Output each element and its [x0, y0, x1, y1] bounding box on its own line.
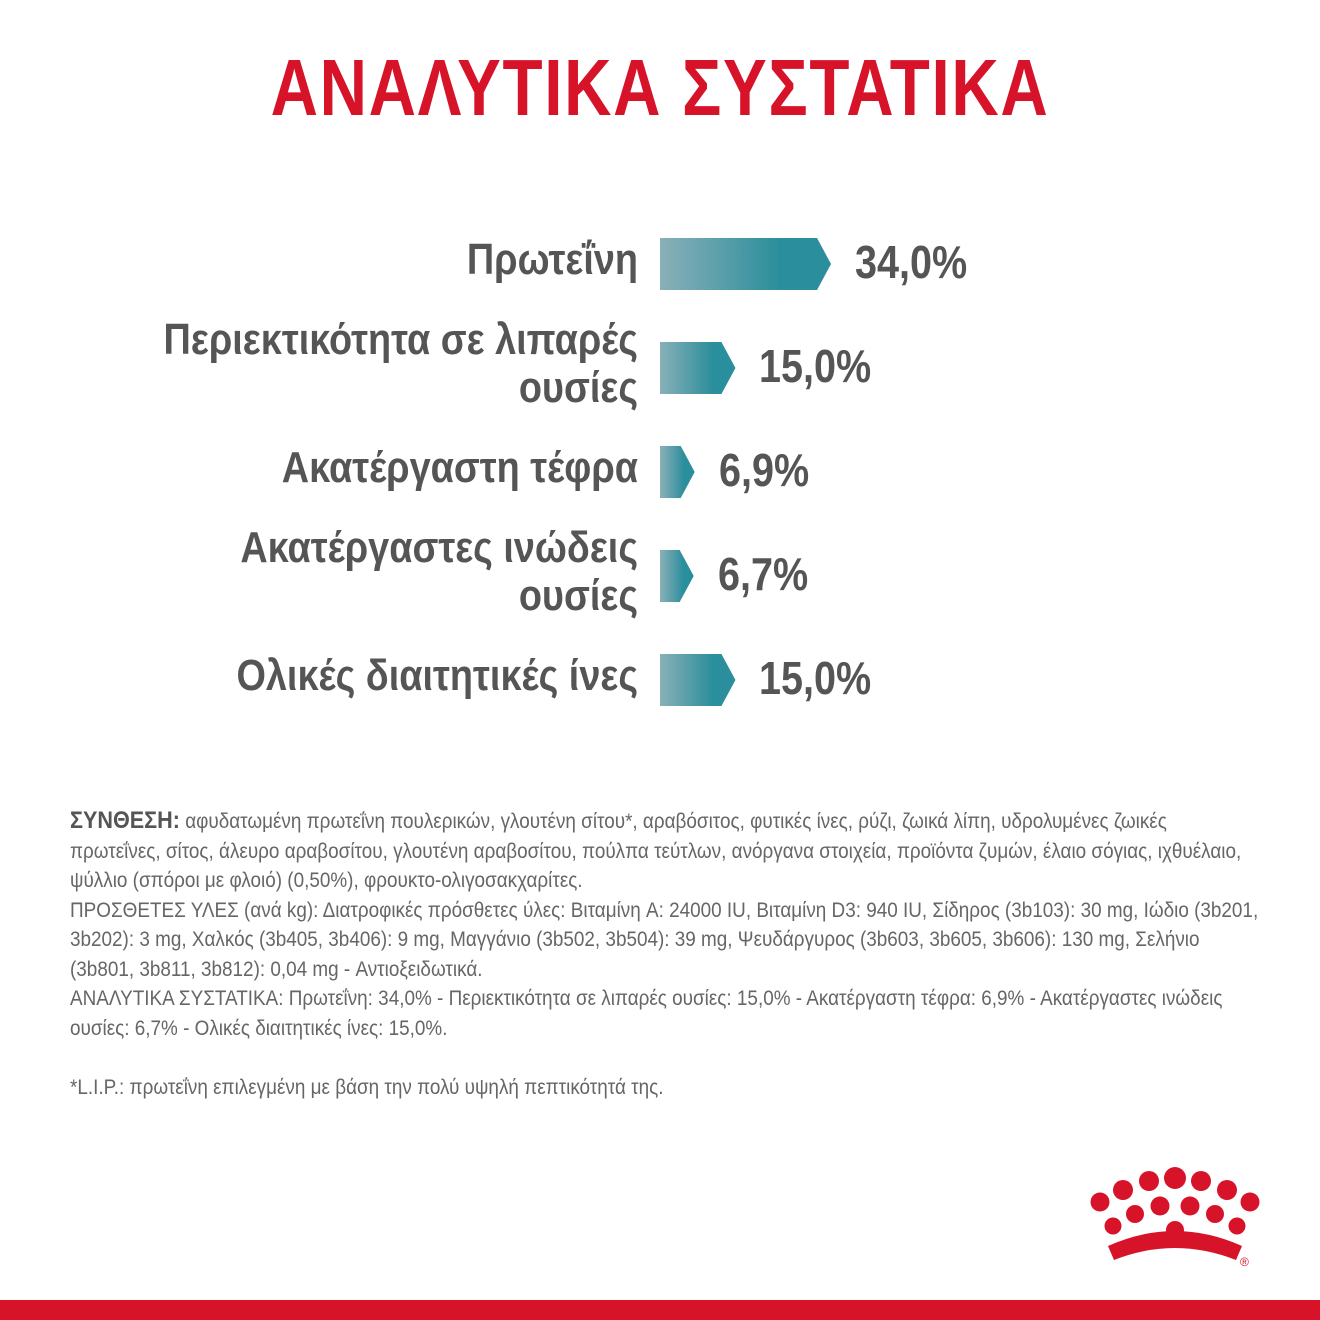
- bar-0: [660, 238, 831, 290]
- category-label-line: Περιεκτικότητα σε λιπαρές: [163, 315, 638, 364]
- bottom-brand-bar: [0, 1300, 1320, 1320]
- value-label-4: 15,0%: [759, 652, 872, 704]
- category-label-line: ουσίες: [518, 571, 638, 620]
- composition-additives: ΠΡΟΣΘΕΤΕΣ ΥΛΕΣ (ανά kg): Διατροφικές πρόσθετες ύλες: Βιταμίνη A: 24000 IU, Βιταμίνη D3: 940 IU, Σίδηρος (3b103): 30 mg, Ιώδιο (3b201, 3b202): 3 mg, Χαλκός (3b405, 3b406): 9 mg, Μαγγάνιο (3b502, 3b504): 39 mg, Ψευδάργυρος (3b603, 3b605, 3b606): 130 mg, Σελήνιο (3b801, 3b811, 3b812): 0,04 mg - Αντιοξειδωτικά.: [70, 898, 1259, 981]
- registered-mark: ®: [1240, 1255, 1249, 1269]
- category-label-line: Ολικές διαιτητικές ίνες: [236, 651, 638, 700]
- bar-1: [660, 342, 735, 394]
- royal-canin-crown-icon: [1080, 1166, 1270, 1276]
- composition-text: [70, 806, 1258, 1103]
- category-label-1: [105, 316, 638, 412]
- composition-lead: ΣΥΝΘΕΣΗ:: [70, 807, 180, 834]
- page-title: ΑΝΑΛΥΤΙΚΑ ΣΥΣΤΑΤΙΚΑ: [270, 43, 1050, 132]
- category-label-2: [105, 444, 638, 492]
- composition-ingredients: αφυδατωμένη πρωτεΐνη πουλερικών, γλουτένη σίτου*, αραβόσιτος, φυτικές ίνες, ρύζι, ζωικά λίπη, υδρολυμένες ζωικές πρωτεΐνες, σίτος, άλευρο αραβοσίτου, γλουτένη αραβοσίτου, πούλπα τεύτλων, ανόργανα στοιχεία, προϊόντα ζυμών, έλαιο σόγιας, ιχθυέλαιο, ψύλλιο (σπόροι με φλοιό) (0,50%), φρουκτο-ολιγοσακχαρίτες.: [70, 810, 1242, 892]
- category-label-line: ουσίες: [518, 363, 638, 412]
- bar-2: [660, 446, 695, 498]
- value-label-3: 6,7%: [717, 548, 808, 600]
- value-label-2: 6,9%: [718, 444, 809, 496]
- category-label-line: Ακατέργαστη τέφρα: [281, 443, 638, 492]
- category-label-3: [105, 524, 638, 620]
- bar-3: [660, 550, 694, 602]
- value-label-0: 34,0%: [855, 236, 968, 288]
- category-label-0: [105, 236, 638, 284]
- category-label-line: Ακατέργαστες ινώδεις: [240, 523, 638, 572]
- category-label-4: [105, 652, 638, 700]
- category-label-line: Πρωτεΐνη: [466, 235, 638, 284]
- composition-analytical: ΑΝΑΛΥΤΙΚΑ ΣΥΣΤΑΤΙΚΑ: Πρωτεΐνη: 34,0% - Περιεκτικότητα σε λιπαρές ουσίες: 15,0% - Ακατέργαστη τέφρα: 6,9% - Ακατέργαστες ινώδεις ουσίες: 6,7% - Ολικές διαιτητικές ίνες: 15,0%.: [70, 987, 1223, 1040]
- bar-4: [660, 654, 735, 706]
- composition-footnote: *L.I.P.: πρωτεΐνη επιλεγμένη με βάση την πολύ υψηλή πεπτικότητά της.: [70, 1076, 664, 1099]
- value-label-1: 15,0%: [759, 340, 872, 392]
